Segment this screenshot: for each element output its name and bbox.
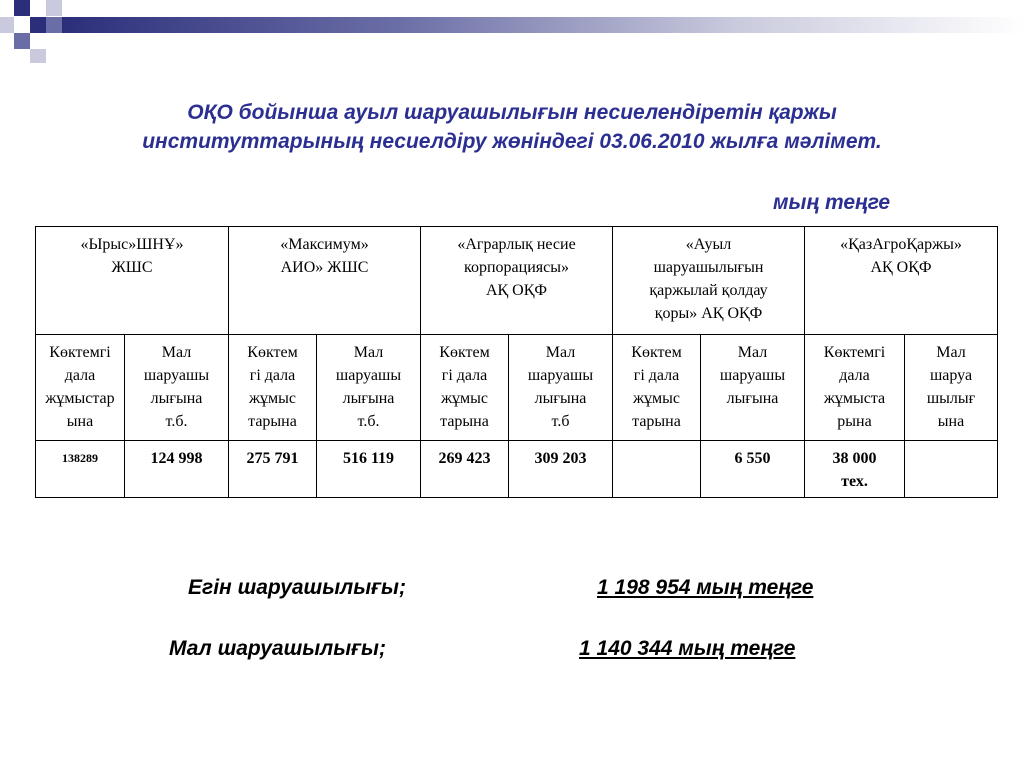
subheader-cell [125,335,229,441]
header-line: шаруашылығын [653,259,764,276]
crop-value: 1 198 954 мың теңге [597,576,814,599]
subheader-line: лығына [726,390,779,407]
header-cell [805,227,998,335]
subheader-line: лығына [534,390,587,407]
header-line: «Ауыл [685,236,732,253]
subheader-line: ына [937,413,965,430]
value-cell: 138289 [36,441,125,498]
subheader-line: Көктем [247,344,298,361]
subheader-line: жұмыс [632,390,681,407]
value-cell: 269 423 [421,441,509,498]
subheader-cell [36,335,125,441]
value-cell: 6 550 [701,441,805,498]
header-line: «ҚазАгроҚаржы» [840,236,962,253]
header-line: «Максимум» [280,236,369,253]
subheader-cell [805,335,905,441]
decor-square-6 [14,33,30,49]
subheader-line: дала [64,367,96,384]
value-line: тех. [841,473,868,490]
subheader-line: шылығ [926,390,976,407]
value-cell [613,441,701,498]
subheader-line: жұмыста [823,390,886,407]
header-line: ЖШС [111,259,153,276]
decor-square-2 [46,0,62,16]
subheader-line: Көктем [439,344,490,361]
value-cell [805,441,905,498]
decor-square-5 [46,17,62,33]
decor-square-4 [30,17,46,33]
subheader-line: жұмыстар [45,390,115,407]
subheader-line: Мал [161,344,192,361]
table-values-row [36,441,998,498]
subheader-line: гі дала [249,367,296,384]
title-line-1: ОҚО бойынша ауыл шаруашылығын несиелендіретін қаржы [187,101,837,124]
credit-table [35,226,998,498]
header-cell [229,227,421,335]
subheader-line: шаруа [929,367,973,384]
livestock-label: Мал шаруашылығы; [169,637,386,660]
decor-square-1 [14,0,30,16]
header-line: «Ырыс»ШНҰ» [80,236,184,253]
header-cell [36,227,229,335]
subheader-line: т.б. [165,413,188,430]
crop-label: Егін шаруашылығы; [188,576,406,599]
value-cell: 309 203 [509,441,613,498]
table-subheader-row [36,335,998,441]
subheader-line: шаруашы [143,367,210,384]
decor-gradient-bar [62,17,1024,33]
subheader-line: т.б [551,413,570,430]
subheader-line: Мал [353,344,384,361]
subheader-line: гі дала [633,367,680,384]
subheader-line: лығына [342,390,395,407]
decor-square-7 [30,49,46,63]
subheader-line: лығына [150,390,203,407]
subheader-line: Мал [936,344,966,361]
subheader-line: Көктемгі [823,344,886,361]
subheader-line: Мал [545,344,576,361]
value-cell: 516 119 [317,441,421,498]
subheader-line: жұмыс [248,390,297,407]
subheader-cell [905,335,998,441]
subheader-line: Көктем [631,344,682,361]
subheader-cell [613,335,701,441]
table-header-row [36,227,998,335]
value-cell: 275 791 [229,441,317,498]
subheader-line: Көктемгі [49,344,111,361]
subheader-line: дала [839,367,870,384]
subheader-line: гі дала [441,367,488,384]
value-cell [905,441,998,498]
subheader-cell [421,335,509,441]
header-cell [421,227,613,335]
subheader-cell [509,335,613,441]
page-title [0,98,1024,156]
livestock-value: 1 140 344 мың теңге [579,637,796,660]
header-line: АҚ ОҚФ [870,259,932,276]
subheader-cell [317,335,421,441]
value-line: 38 000 [832,450,877,467]
header-line: АИО» ЖШС [280,259,369,276]
subheader-line: шаруашы [719,367,786,384]
header-line: АҚ ОҚФ [485,282,548,299]
header-line: қоры» АҚ ОҚФ [654,305,763,322]
subheader-line: т.б. [357,413,380,430]
header-line: «Аграрлық несие [457,236,576,253]
subheader-line: Мал [737,344,768,361]
subheader-line: тарына [248,413,297,430]
header-line: корпорациясы» [464,259,569,276]
subheader-cell [701,335,805,441]
subheader-line: жұмыс [440,390,489,407]
subheader-cell [229,335,317,441]
subheader-line: тарына [632,413,681,430]
subheader-line: шаруашы [335,367,402,384]
unit-label: мың теңге [773,191,891,214]
decor-square-3 [0,17,14,33]
subheader-line: рына [837,413,872,430]
title-line-2: институттарының несиелдіру жөніндегі 03.06.2010 жылға мәлімет. [142,130,882,153]
header-line: қаржылай қолдау [649,282,768,299]
subheader-line: шаруашы [527,367,594,384]
subheader-line: ына [66,413,94,430]
header-cell [613,227,805,335]
value-cell: 124 998 [125,441,229,498]
subheader-line: тарына [440,413,489,430]
